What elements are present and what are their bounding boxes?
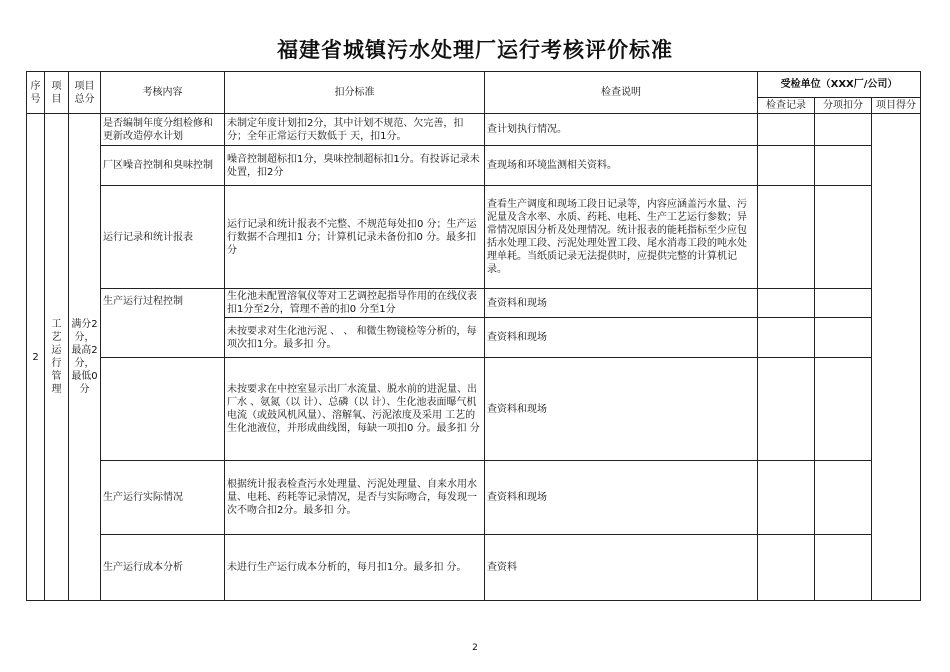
table-row xyxy=(27,289,921,318)
row-score[interactable] xyxy=(815,358,872,461)
row-deduct: 噪音控制超标扣1分，臭味控制超标扣1分。有投诉记录未处置，扣2分 xyxy=(225,146,485,186)
header-unit: 受检单位（XXX厂/公司） xyxy=(758,72,921,98)
header-item: 项目 xyxy=(45,72,69,114)
row-deduct: 生化池未配置溶氧仪等对工艺调控起指导作用的在线仪表扣1分至2分，管理不善的扣0 分至1分 xyxy=(225,289,485,318)
row-deduct: 未按要求对生化池污泥 、 、 和微生物镜检等分析的，每项次扣1分。最多扣 分。 xyxy=(225,318,485,358)
row-score[interactable] xyxy=(815,318,872,358)
row-deduct: 未进行生产运行成本分析的，每月扣1分。最多扣 分。 xyxy=(225,535,485,601)
table-row xyxy=(27,358,921,461)
row-check: 查看生产调度和现场工段日记录等，内容应涵盖污水量、污泥量及含水率、水质、药耗、电耗、生产工艺运行参数；异常情况原因分析及处理情况。统计报表的能耗指标至少应包括水处理工段、污泥处理处置工段、尾水消毒工段的吨水处理单耗。当纸质记录无法提供时，应提供完整的计算机记录。 xyxy=(485,186,758,289)
row-deduct: 未按要求在中控室显示出厂水流量、脱水前的进泥量、出厂水 、氨氮（以 计）、总磷（以 计）、生化池表面曝气机电流（或鼓风机风量）、溶解氧、污泥浓度及采用 工艺的生化池液位，并形成曲线图，每缺一项扣0 分。最多扣 分 xyxy=(225,358,485,461)
row-score[interactable] xyxy=(815,186,872,289)
row-content: 生产运行成本分析 xyxy=(101,535,225,601)
row-score[interactable] xyxy=(815,114,872,146)
table-row xyxy=(27,461,921,535)
group-total: 满分2分，最高2分，最低0分 xyxy=(69,114,101,601)
row-check: 查资料 xyxy=(485,535,758,601)
row-content: 生产运行过程控制 xyxy=(101,289,225,358)
row-score[interactable] xyxy=(815,289,872,318)
header-sub-score: 分项扣分 xyxy=(815,98,872,114)
row-record[interactable] xyxy=(758,289,815,318)
table-row xyxy=(27,146,921,186)
row-record[interactable] xyxy=(758,535,815,601)
row-record[interactable] xyxy=(758,358,815,461)
row-record[interactable] xyxy=(758,318,815,358)
row-check: 查现场和环境监测相关资料。 xyxy=(485,146,758,186)
row-check: 查资料和现场 xyxy=(485,358,758,461)
row-check: 查资料和现场 xyxy=(485,318,758,358)
table-row xyxy=(27,114,921,146)
row-score[interactable] xyxy=(815,535,872,601)
table-row xyxy=(27,186,921,289)
row-content xyxy=(101,358,225,461)
assessment-table xyxy=(26,71,921,601)
row-deduct: 运行记录和统计报表不完整、不规范每处扣0 分；生产运行数据不合理扣1 分；计算机记录未备份扣0 分。最多扣 分 xyxy=(225,186,485,289)
header-sub-record: 检查记录 xyxy=(758,98,815,114)
row-record[interactable] xyxy=(758,461,815,535)
row-score[interactable] xyxy=(815,146,872,186)
header-sub-total: 项目得分 xyxy=(872,98,921,114)
header-check: 检查说明 xyxy=(485,72,758,114)
row-content: 厂区噪音控制和臭味控制 xyxy=(101,146,225,186)
row-record[interactable] xyxy=(758,114,815,146)
row-record[interactable] xyxy=(758,186,815,289)
row-check: 查资料和现场 xyxy=(485,289,758,318)
header-content: 考核内容 xyxy=(101,72,225,114)
row-check: 查计划执行情况。 xyxy=(485,114,758,146)
page-number: 2 xyxy=(472,643,478,653)
group-seq: 2 xyxy=(27,114,45,601)
group-score[interactable] xyxy=(872,114,921,601)
row-content: 生产运行实际情况 xyxy=(101,461,225,535)
header-deduct: 扣分标准 xyxy=(225,72,485,114)
row-record[interactable] xyxy=(758,146,815,186)
row-deduct: 未制定年度计划扣2分，其中计划不规范、欠完善，扣分；全年正常运行天数低于 天，扣1分。 xyxy=(225,114,485,146)
header-seq: 序号 xyxy=(27,72,45,114)
row-content: 是否编制年度分组检修和更新改造停水计划 xyxy=(101,114,225,146)
row-content: 运行记录和统计报表 xyxy=(101,186,225,289)
table-row xyxy=(27,535,921,601)
header-total: 项目总分 xyxy=(69,72,101,114)
page-title: 福建省城镇污水处理厂运行考核评价标准 xyxy=(277,38,673,62)
row-deduct: 根据统计报表检查污水处理量、污泥处理量、自来水用水量、电耗、药耗等记录情况，是否与实际吻合，每发现一次不吻合扣2分。最多扣 分。 xyxy=(225,461,485,535)
row-check: 查资料和现场 xyxy=(485,461,758,535)
group-item: 工艺运行管理 xyxy=(45,114,69,601)
row-score[interactable] xyxy=(815,461,872,535)
